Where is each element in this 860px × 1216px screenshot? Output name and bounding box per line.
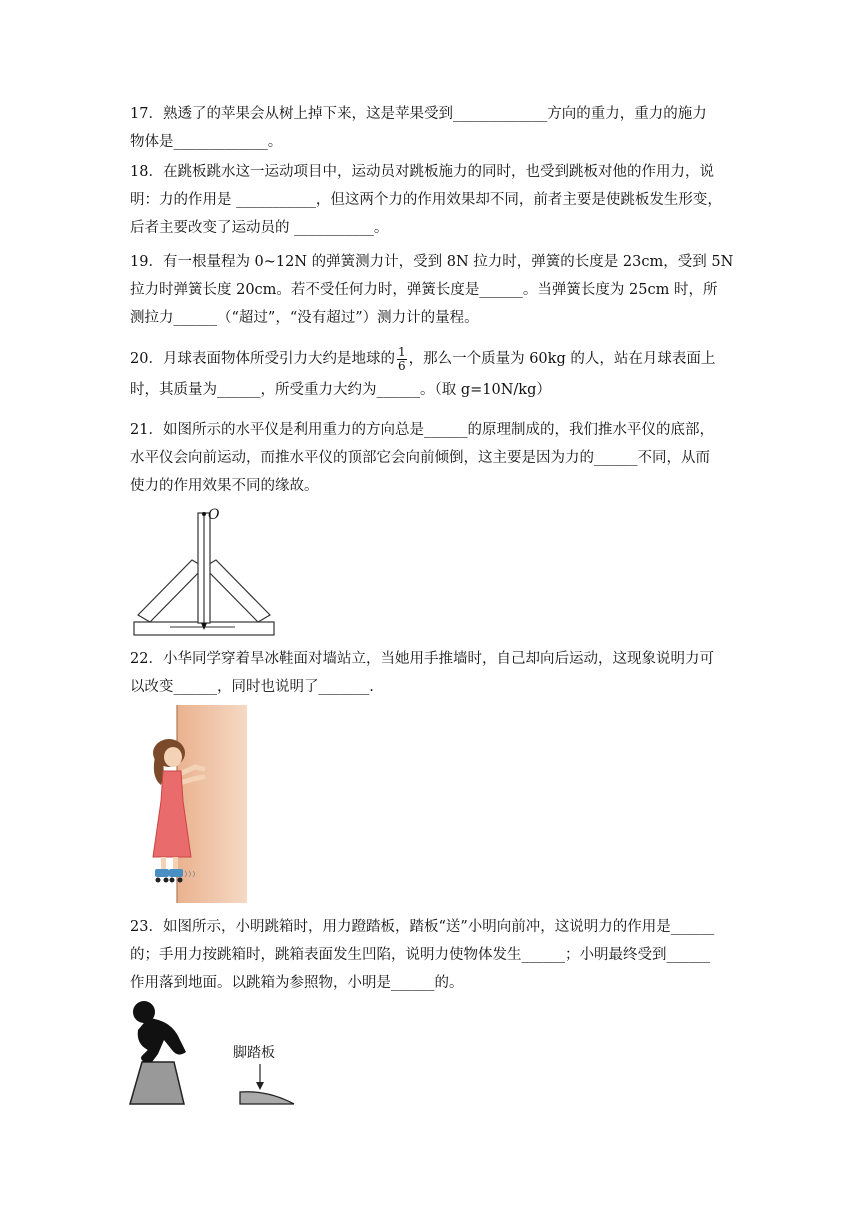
- question-18-line-3: 后者主要改变了运动员的 ___________。: [130, 220, 389, 236]
- question-17-line-2: 物体是_____________。: [130, 134, 283, 150]
- question-21: [130, 416, 732, 500]
- level-instrument-figure: [130, 505, 280, 640]
- question-21-line-3: 使力的作用效果不同的缘故。: [130, 478, 319, 494]
- question-22-line-1: 22．小华同学穿着旱冰鞋面对墙站立，当她用手推墙时，自己却向后运动，这现象说明力可: [130, 651, 714, 667]
- question-21-line-1: 21．如图所示的水平仪是利用重力的方向总是______的原理制成的，我们推水平仪的底部，: [130, 422, 714, 438]
- question-20-line-2: 时，其质量为______，所受重力大约为______。（取 g=10N/kg）: [130, 382, 551, 398]
- question-19: [130, 248, 732, 332]
- question-18: [130, 158, 732, 242]
- question-18-line-1: 18．在跳板跳水这一运动项目中，运动员对跳板施力的同时，也受到跳板对他的作用力，说: [130, 164, 714, 180]
- vaulting-box-figure: [128, 1000, 303, 1110]
- level-instrument-drawing: [130, 505, 280, 640]
- fraction: [397, 346, 407, 373]
- vaulting-box-drawing: [128, 1000, 303, 1110]
- question-20-text-after: ，那么一个质量为 60kg 的人，站在月球表面上: [408, 351, 716, 367]
- question-20-line-1: [130, 342, 732, 376]
- question-17-line-1: 17．熟透了的苹果会从树上掉下来，这是苹果受到_____________方向的重力，重力的施力: [130, 106, 707, 122]
- question-20: [130, 342, 732, 404]
- springboard-label: 脚踏板: [233, 1045, 275, 1061]
- question-18-line-2: 明：力的作用是 ___________，但这两个力的作用效果却不同，前者主要是使跳板发生形变，: [130, 192, 722, 208]
- question-22-line-2: 以改变______，同时也说明了_______.: [130, 679, 374, 695]
- question-19-line-2: 拉力时弹簧长度 20cm。若不受任何力时，弹簧长度是______。当弹簧长度为 25cm 时，所: [130, 282, 718, 298]
- pivot-label: O: [208, 507, 220, 523]
- fraction-numerator: 1: [397, 344, 406, 359]
- girl-pushing-wall-figure: [145, 705, 250, 905]
- question-21-line-2: 水平仪会向前运动，而推水平仪的顶部它会向前倾倒，这主要是因为力的______不同，从而: [130, 450, 710, 466]
- question-19-line-1: 19．有一根量程为 0~12N 的弹簧测力计，受到 8N 拉力时，弹簧的长度是 23cm，受到 5N: [130, 254, 734, 270]
- question-17: [130, 100, 732, 156]
- question-19-line-3: 测拉力______（“超过”，“没有超过”）测力计的量程。: [130, 310, 479, 326]
- fraction-denominator: 6: [397, 358, 406, 373]
- question-23-line-3: 作用落到地面。以跳箱为参照物，小明是______的。: [130, 975, 464, 991]
- girl-pushing-wall-drawing: [145, 705, 250, 905]
- question-22: [130, 645, 732, 701]
- question-20-text-before: 20．月球表面物体所受引力大约是地球的: [130, 351, 395, 367]
- question-23-line-2: 的；手用力按跳箱时，跳箱表面发生凹陷，说明力使物体发生______；小明最终受到______: [130, 947, 710, 963]
- question-23-line-1: 23．如图所示，小明跳箱时，用力蹬踏板，踏板“送”小明向前冲，这说明力的作用是______: [130, 919, 715, 935]
- question-23: [130, 913, 732, 997]
